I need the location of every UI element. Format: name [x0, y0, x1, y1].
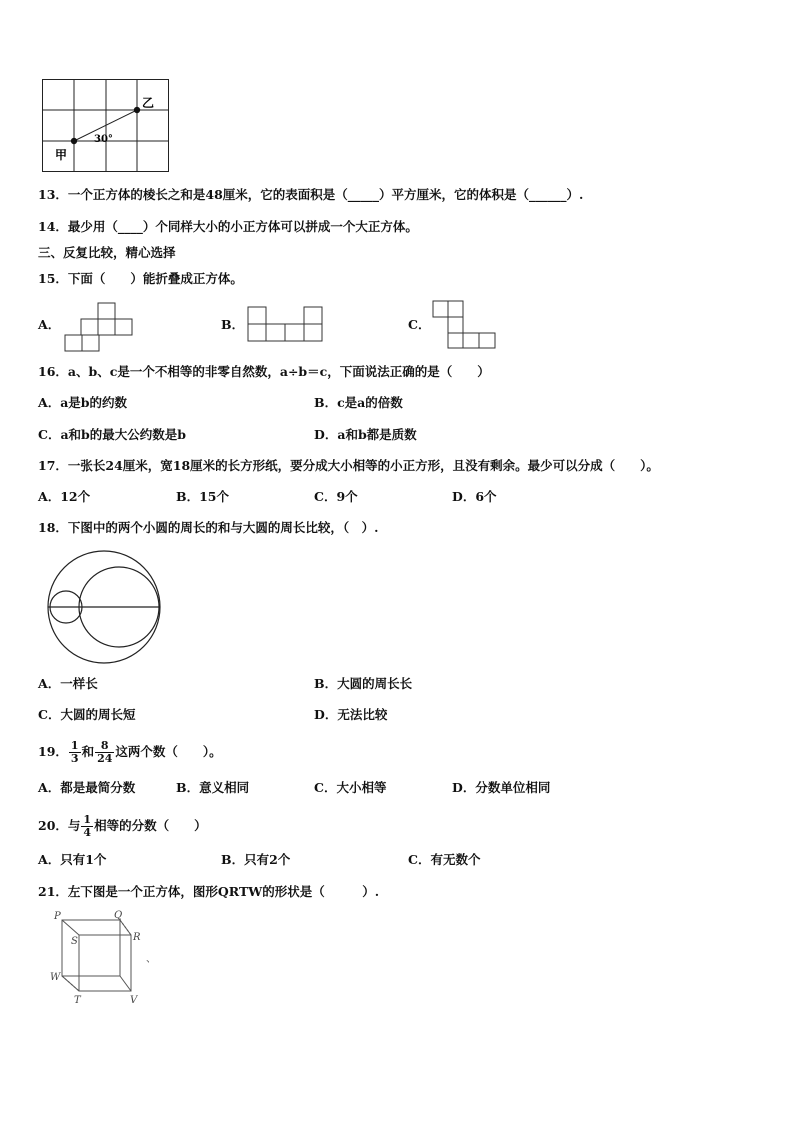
fraction-8-24 [95, 740, 114, 765]
question-18: 18．下图中的两个小圆的周长的和与大圆的周长比较，（ ）. [38, 520, 379, 535]
q17-option-c: C．9个 [314, 489, 358, 504]
q18-option-d: D．无法比较 [314, 707, 388, 722]
q19-option-a: A．都是最简分数 [38, 780, 136, 795]
fraction-denominator: 3 [70, 752, 79, 765]
q20-option-b: B．只有2个 [221, 852, 291, 867]
question-15: 15．下面（ ）能折叠成正方体。 [38, 271, 243, 286]
cube-label-p: P [54, 911, 61, 922]
fraction-1-3 [69, 740, 81, 765]
q18-option-a: A．一样长 [38, 676, 98, 691]
cube-label-q: Q [114, 910, 123, 921]
q16-option-d: D．a和b都是质数 [314, 427, 417, 442]
question-20 [38, 810, 207, 842]
q19-prefix: 19． [38, 744, 68, 759]
q15-option-c-label: C． [408, 317, 431, 332]
q20-prefix: 20．与 [38, 818, 81, 833]
q15-net-b [247, 306, 325, 344]
q19-option-b: B．意义相同 [176, 780, 250, 795]
q16-option-b: B．c是a的倍数 [314, 395, 403, 410]
cube-label-s: S [71, 936, 78, 947]
q16-option-a: A．a是b的约数 [38, 395, 128, 410]
cube-label-t: T [74, 995, 81, 1006]
grid-angle-figure [42, 79, 172, 174]
question-17: 17．一张长24厘米，宽18厘米的长方形纸，要分成大小相等的小正方形，且没有剩余。最少可以分成（ ）。 [38, 458, 659, 473]
q19-option-d: D．分数单位相同 [452, 780, 551, 795]
q17-option-a: A．12个 [38, 489, 91, 504]
fraction-denominator: 4 [83, 826, 92, 839]
q18-option-b: B．大圆的周长长 [314, 676, 413, 691]
q17-option-d: D．6个 [452, 489, 497, 504]
cube-mark: 、 [146, 954, 156, 965]
fraction-1-4 [81, 814, 93, 839]
question-13: 13．一个正方体的棱长之和是48厘米，它的表面积是（_____）平方厘米，它的体积是（______）. [38, 187, 584, 202]
q20-option-a: A．只有1个 [38, 852, 107, 867]
cube-figure [46, 910, 166, 1006]
q20-option-c: C．有无数个 [408, 852, 481, 867]
section-3-title: 三、反复比较，精心选择 [38, 245, 176, 260]
label-jia: 甲 [55, 148, 68, 162]
q19-option-c: C．大小相等 [314, 780, 387, 795]
q15-option-b-label: B． [221, 317, 245, 332]
fraction-numerator: 8 [95, 740, 114, 753]
q19-suffix: 这两个数（ ）。 [115, 744, 222, 759]
q15-net-c [432, 300, 498, 350]
q18-option-c: C．大圆的周长短 [38, 707, 136, 722]
q19-mid: 和 [81, 744, 95, 759]
label-yi: 乙 [142, 96, 155, 110]
cube-label-r: R [133, 932, 141, 943]
fraction-denominator: 24 [97, 752, 113, 765]
question-16: 16．a、b、c是一个不相等的非零自然数，a÷b＝c，下面说法正确的是（ ） [38, 364, 490, 379]
q20-suffix: 相等的分数（ ） [94, 818, 207, 833]
question-19 [38, 736, 222, 768]
cube-label-w: W [50, 972, 61, 983]
cube-label-v: V [130, 995, 138, 1006]
angle-label: 30° [94, 134, 113, 145]
q15-net-a [64, 302, 134, 352]
question-21: 21．左下图是一个正方体，图形QRTW的形状是（ ）. [38, 884, 380, 899]
question-14: 14．最少用（____）个同样大小的小正方体可以拼成一个大正方体。 [38, 219, 418, 234]
circles-figure [44, 551, 164, 666]
fraction-numerator: 1 [83, 813, 92, 826]
q17-option-b: B．15个 [176, 489, 229, 504]
q16-option-c: C．a和b的最大公约数是b [38, 427, 187, 442]
fraction-numerator: 1 [70, 739, 79, 752]
q15-option-a-label: A． [38, 317, 61, 332]
